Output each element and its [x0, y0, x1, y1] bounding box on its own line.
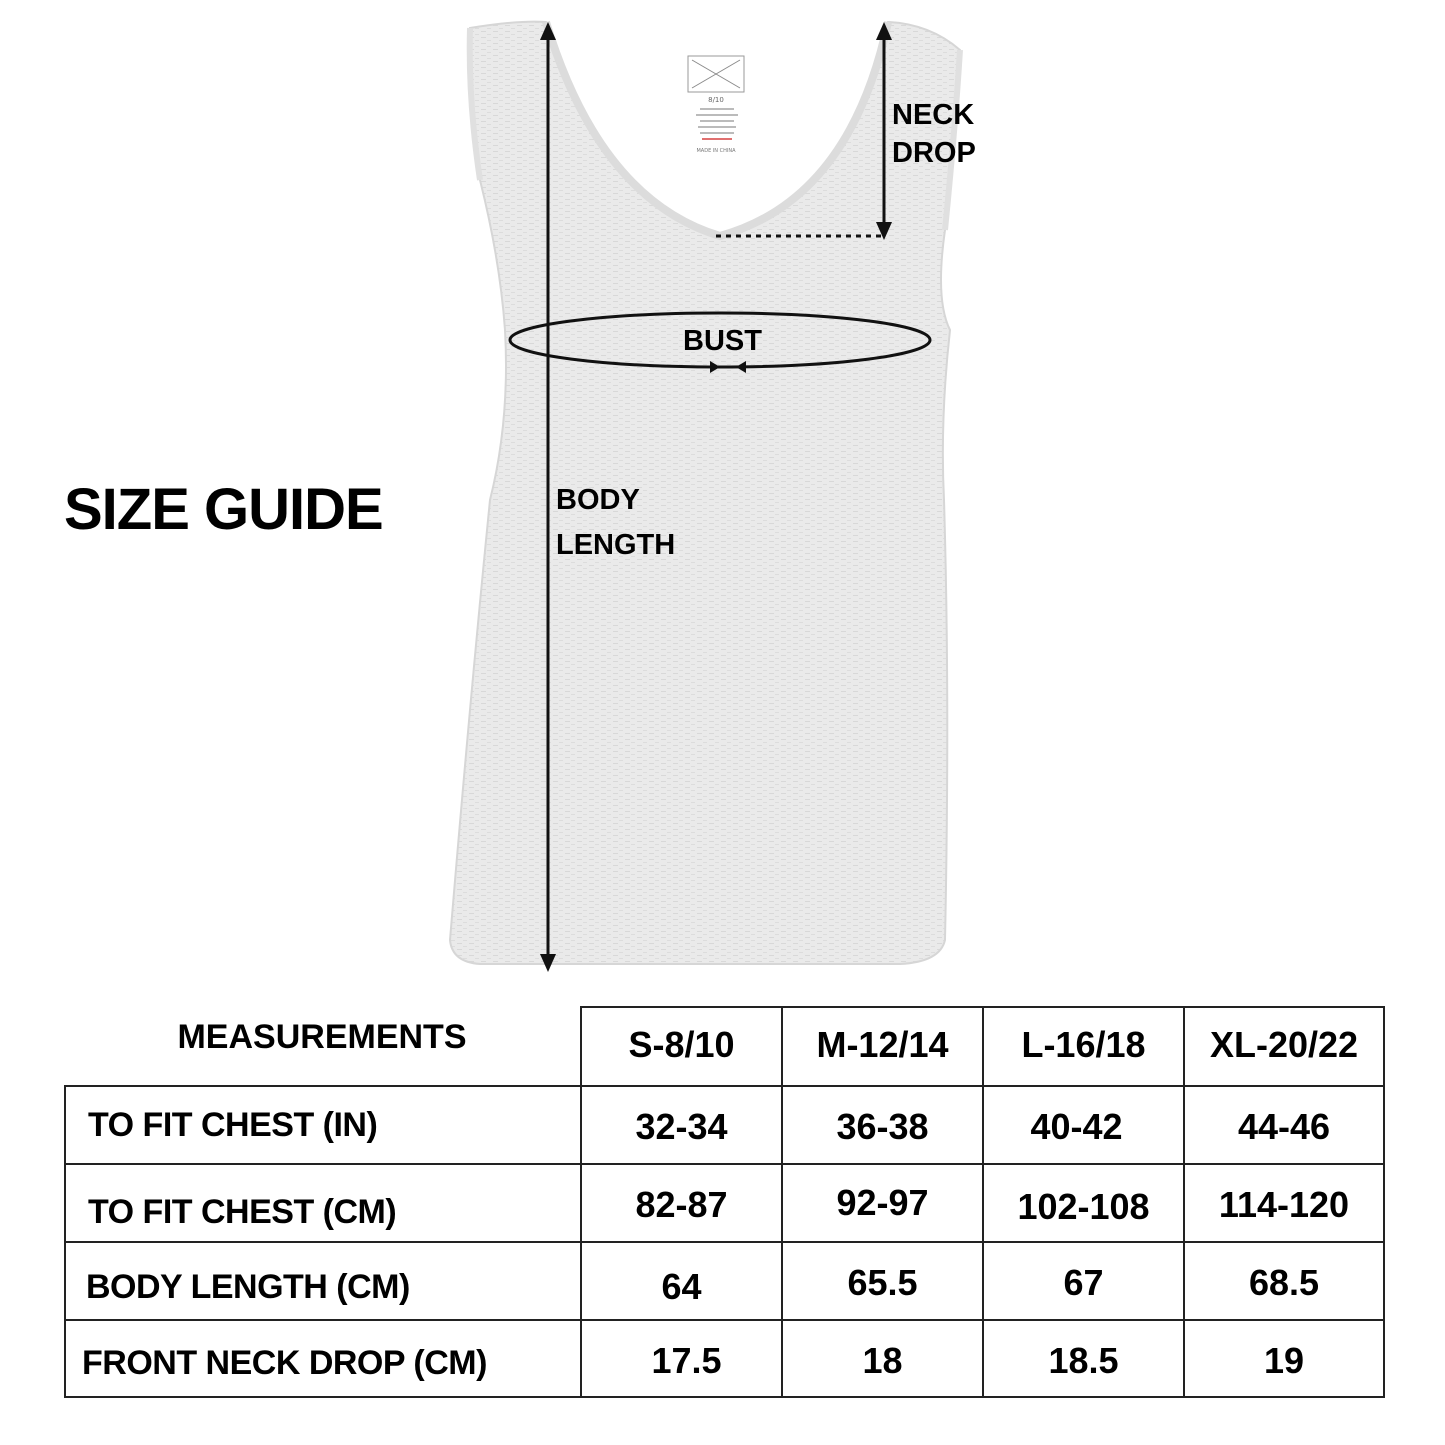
row-label-chest-cm: TO FIT CHEST (CM): [88, 1193, 397, 1231]
table-cell: 65.5: [847, 1262, 918, 1303]
table-cell: 36-38: [836, 1106, 929, 1147]
table-cell: 102-108: [1017, 1186, 1150, 1227]
size-header-xl: XL-20/22: [1209, 1024, 1359, 1065]
table-cell: 68.5: [1248, 1262, 1320, 1303]
bust-label: BUST: [683, 325, 762, 357]
table-cell: 19: [1263, 1340, 1305, 1381]
table-cell: 44-46: [1237, 1106, 1331, 1147]
table-cell: 92-97: [836, 1182, 929, 1223]
table-cell: 40-42: [1030, 1106, 1123, 1147]
table-cell: 67: [1063, 1262, 1104, 1303]
table-cell: 82-87: [635, 1184, 728, 1225]
neck-drop-label: [892, 96, 976, 172]
svg-text:MADE IN CHINA: MADE IN CHINA: [696, 148, 736, 154]
row-label-chest-in: TO FIT CHEST (IN): [88, 1106, 378, 1144]
body-length-label-line1: BODY: [556, 484, 640, 516]
table-cell: 114-120: [1218, 1184, 1350, 1225]
svg-text:8/10: 8/10: [708, 96, 724, 104]
table-cell: 17.5: [651, 1340, 722, 1381]
size-header-m: M-12/14: [816, 1024, 949, 1065]
neck-drop-label-line1: NECK: [892, 99, 975, 131]
page-title: SIZE GUIDE: [64, 477, 383, 542]
body-length-label-line2: LENGTH: [556, 529, 676, 561]
table-cell: 18.5: [1048, 1340, 1119, 1381]
size-header-l: L-16/18: [1021, 1024, 1146, 1065]
measurements-header: MEASUREMENTS: [177, 1018, 467, 1056]
row-label-body-length: BODY LENGTH (CM): [86, 1268, 410, 1306]
neck-drop-label-line2: DROP: [892, 137, 976, 169]
table-cell: 64: [661, 1266, 702, 1307]
table-cell: 32-34: [635, 1106, 728, 1147]
table-cell: 18: [862, 1340, 903, 1381]
size-header-s: S-8/10: [628, 1024, 735, 1065]
row-label-front-neck-drop: FRONT NECK DROP (CM): [82, 1344, 487, 1382]
care-tag: [688, 56, 744, 154]
body-length-label: [556, 478, 675, 568]
